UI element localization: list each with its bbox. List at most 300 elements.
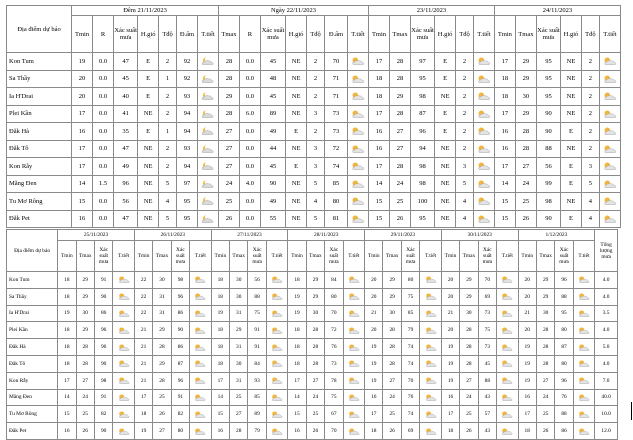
location-name: Kon Tum [7, 272, 58, 289]
night-cloudy-icon [200, 91, 216, 101]
field-header: Xác suất mưa [536, 16, 560, 53]
partly-cloudy-icon [476, 91, 492, 101]
table-cell: 19 [72, 53, 93, 71]
location-name: Đăk Pet [7, 210, 72, 228]
field-header: T.tiết [348, 16, 369, 53]
table-cell: 27 [390, 123, 411, 141]
table-row [7, 53, 621, 71]
table-cell: NE [138, 193, 159, 211]
field-header: Tđộ [307, 16, 325, 53]
table-cell: 56 [248, 272, 266, 289]
table-cell: 88 [248, 288, 266, 305]
table-cell: 27 [218, 158, 239, 176]
table-cell: 28 [515, 123, 536, 141]
table-cell: 29 [153, 355, 171, 372]
table-cell: 3 [307, 140, 325, 158]
location-name: Tu Mơ Rông [7, 193, 72, 211]
location-name: Kon Rẫy [7, 158, 72, 176]
table-cell: 19 [518, 355, 536, 372]
table-cell: 18 [211, 355, 229, 372]
table-cell: 2 [581, 105, 599, 123]
table-cell: 29 [460, 288, 478, 305]
weather-cell [599, 140, 620, 158]
table-cell: NE [561, 88, 582, 106]
table-row [7, 288, 618, 305]
partly-cloudy-icon [270, 393, 284, 402]
table-cell: 20 [518, 288, 536, 305]
table-row [7, 193, 621, 211]
table-cell: 31 [153, 305, 171, 322]
weather-cell [473, 53, 494, 71]
table-cell: 16 [518, 389, 536, 406]
partly-cloudy-icon [424, 427, 438, 436]
table-cell: 28 [390, 105, 411, 123]
table-cell: E [138, 70, 159, 88]
table-cell: 67 [325, 406, 343, 423]
table-cell: 24 [515, 175, 536, 193]
table-cell: 18 [369, 88, 390, 106]
table-cell: 90 [94, 355, 112, 372]
table-row [7, 158, 621, 176]
table-cell: E [286, 158, 307, 176]
table-cell: 56 [114, 193, 138, 211]
field-header: R [239, 16, 260, 53]
table-cell: 96 [171, 288, 189, 305]
table-cell: NE [561, 193, 582, 211]
partly-cloudy-icon [350, 109, 366, 119]
table-cell: 14 [58, 389, 76, 406]
table-cell: 5 [159, 175, 177, 193]
table-cell: 4 [456, 210, 474, 228]
table-cell: 17 [72, 140, 93, 158]
partly-cloudy-icon [270, 275, 284, 284]
table-cell: 76 [555, 389, 573, 406]
partly-cloudy-icon [476, 56, 492, 66]
partly-cloudy-icon [424, 326, 438, 335]
table-cell: 19 [134, 423, 152, 440]
table-cell: 18 [369, 70, 390, 88]
table-cell: 28 [306, 339, 324, 356]
table-cell: 95 [176, 210, 197, 228]
table-cell: NE [286, 105, 307, 123]
partly-cloudy-icon [347, 376, 361, 385]
day-header: Đêm 21/11/2023 [72, 6, 219, 16]
weather-cell [190, 339, 212, 356]
night-cloudy-icon [200, 161, 216, 171]
location-header: Địa điểm dự báo [7, 230, 58, 272]
partly-cloudy-icon [350, 161, 366, 171]
field-header: R [93, 16, 114, 53]
table-cell: 26 [536, 423, 554, 440]
partly-cloudy-icon [500, 410, 514, 419]
location-name: Đăk Pet [7, 423, 58, 440]
table-cell: 45 [260, 88, 285, 106]
field-header: T.tiết [420, 241, 442, 272]
table-cell: 2 [159, 88, 177, 106]
table-cell: 98 [536, 193, 560, 211]
table-cell: NE [138, 140, 159, 158]
table-cell: E [561, 158, 582, 176]
table-cell: 29 [218, 88, 239, 106]
table-cell: 16 [72, 123, 93, 141]
table-cell: 28 [306, 355, 324, 372]
table-cell: 96 [114, 175, 138, 193]
table-cell: 4.0 [239, 175, 260, 193]
table-cell: 27 [153, 423, 171, 440]
field-header: Xác suất mưa [410, 16, 434, 53]
table-cell: 89 [260, 105, 285, 123]
weather-cell [266, 272, 288, 289]
weather-cell [190, 288, 212, 305]
table-cell: 17 [72, 158, 93, 176]
table-cell: 1 [159, 70, 177, 88]
table-cell: 22 [134, 305, 152, 322]
table-row [7, 140, 621, 158]
partly-cloudy-icon [350, 74, 366, 84]
partly-cloudy-icon [476, 214, 492, 224]
partly-cloudy-icon [602, 161, 618, 171]
field-header: Tmax [383, 241, 401, 272]
table-cell: 28 [230, 423, 248, 440]
table-cell: 30 [383, 305, 401, 322]
table-cell: 25 [460, 406, 478, 423]
day-header: 29/11/2023 [365, 230, 442, 241]
table-cell: 17 [494, 158, 515, 176]
table-cell: 0.0 [239, 210, 260, 228]
partly-cloudy-icon [476, 74, 492, 84]
table-cell: 75 [401, 288, 419, 305]
table-cell: 91 [94, 389, 112, 406]
table-cell: 28 [153, 339, 171, 356]
table-cell: 17 [72, 105, 93, 123]
table-cell: 100 [410, 193, 434, 211]
table-cell: 57 [478, 406, 496, 423]
weather-cell [197, 70, 218, 88]
table-cell: 16 [441, 389, 459, 406]
table-cell: 4 [581, 210, 599, 228]
weather-cell [266, 305, 288, 322]
field-header: Tmin [211, 241, 229, 272]
partly-cloudy-icon [577, 427, 591, 436]
table-cell: 2 [159, 158, 177, 176]
weather-cell [497, 372, 519, 389]
field-header: Tmin [494, 16, 515, 53]
partly-cloudy-icon [500, 359, 514, 368]
table-cell: 15 [58, 406, 76, 423]
partly-cloudy-icon [193, 427, 207, 436]
table-cell: 70 [478, 272, 496, 289]
weather-cell [113, 389, 135, 406]
day-header: 25/11/2023 [58, 230, 135, 241]
table-cell: 79 [401, 322, 419, 339]
weather-cell [343, 339, 365, 356]
table-cell: 45 [260, 158, 285, 176]
header-row-fields [7, 241, 618, 272]
weather-cell [420, 355, 442, 372]
table-cell: 17 [441, 406, 459, 423]
table-cell: 30 [515, 88, 536, 106]
table-cell: 29 [390, 88, 411, 106]
partly-cloudy-icon [193, 292, 207, 301]
weather-cell [343, 389, 365, 406]
location-name: Plei Kần [7, 322, 58, 339]
total-rain-cell: 4.0 [595, 272, 618, 289]
table-cell: 70 [325, 423, 343, 440]
weather-cell [113, 372, 135, 389]
table-cell: 22 [134, 272, 152, 289]
table-cell: 43 [478, 423, 496, 440]
partly-cloudy-icon [577, 275, 591, 284]
table-cell: 19 [365, 339, 383, 356]
table-cell: 18 [288, 322, 306, 339]
table-cell: 16 [211, 423, 229, 440]
table-cell: 19 [288, 288, 306, 305]
field-header: Xác suất mưa [248, 241, 266, 272]
table-cell: 19 [441, 339, 459, 356]
day-header: 28/11/2023 [288, 230, 365, 241]
partly-cloudy-icon [577, 343, 591, 352]
table-row [7, 322, 618, 339]
table-cell: 76 [401, 389, 419, 406]
table-cell: 80 [325, 288, 343, 305]
table-cell: 26 [460, 423, 478, 440]
table-cell: 19 [211, 305, 229, 322]
table-cell: 79 [248, 423, 266, 440]
table-cell: E [138, 53, 159, 71]
table-cell: 19 [365, 355, 383, 372]
table-cell: 98 [410, 158, 434, 176]
weather-cell [473, 175, 494, 193]
table-cell: 3 [307, 158, 325, 176]
weather-cell [348, 53, 369, 71]
page-edge-mark [631, 402, 632, 420]
field-header: Xác suất mưa [94, 241, 112, 272]
table-cell: 99 [536, 175, 560, 193]
weather-cell [473, 193, 494, 211]
weather-cell [573, 355, 594, 372]
field-header: Tmin [365, 241, 383, 272]
field-header: H.gió [435, 16, 456, 53]
table-row [7, 88, 621, 106]
partly-cloudy-icon [476, 126, 492, 136]
table-cell: 85 [401, 305, 419, 322]
table-cell: 29 [383, 288, 401, 305]
table-cell: 24 [306, 389, 324, 406]
table-cell: 26 [515, 210, 536, 228]
weather-cell [573, 339, 594, 356]
table-cell: 95 [176, 193, 197, 211]
day-header: 23/11/2023 [369, 6, 495, 16]
table-cell: 27 [230, 406, 248, 423]
table-cell: 20 [365, 288, 383, 305]
table-cell: 0.0 [239, 88, 260, 106]
table-cell: 28 [390, 70, 411, 88]
table-cell: 0.0 [239, 123, 260, 141]
table-cell: 74 [401, 339, 419, 356]
table-cell: 17 [369, 158, 390, 176]
table-row [7, 372, 618, 389]
weather-cell [113, 423, 135, 440]
partly-cloudy-icon [424, 343, 438, 352]
partly-cloudy-icon [270, 326, 284, 335]
weather-cell [573, 272, 594, 289]
table-cell: 2 [307, 53, 325, 71]
table-cell: 75 [478, 322, 496, 339]
table-cell: 18 [288, 272, 306, 289]
weather-cell [113, 288, 135, 305]
table-cell: 91 [248, 339, 266, 356]
table-cell: 28 [536, 355, 554, 372]
weather-cell [190, 322, 212, 339]
table-cell: 18 [288, 339, 306, 356]
table-cell: 27 [218, 140, 239, 158]
table-row [7, 210, 621, 228]
table-cell: 21 [134, 372, 152, 389]
table-cell: 21 [134, 339, 152, 356]
table-cell: 30 [230, 288, 248, 305]
table-row [7, 123, 621, 141]
table-cell: 4 [456, 193, 474, 211]
table-cell: 25 [153, 389, 171, 406]
partly-cloudy-icon [350, 126, 366, 136]
table-cell: 86 [94, 305, 112, 322]
table-cell: 17 [365, 406, 383, 423]
table-cell: 28 [383, 339, 401, 356]
partly-cloudy-icon [347, 393, 361, 402]
night-cloudy-icon [200, 196, 216, 206]
table-cell: 0.0 [93, 70, 114, 88]
weather-cell [190, 305, 212, 322]
table-cell: 2 [307, 123, 325, 141]
table-cell: 15 [72, 193, 93, 211]
partly-cloudy-icon [424, 376, 438, 385]
weather-cell [197, 123, 218, 141]
table-cell: 18 [211, 288, 229, 305]
table-cell: NE [435, 175, 456, 193]
location-name: Măng Đen [7, 389, 58, 406]
table-cell: 93 [176, 140, 197, 158]
weather-cell [420, 272, 442, 289]
day-header: 30/11/2023 [441, 230, 518, 241]
table-cell: NE [286, 140, 307, 158]
total-rain-cell: 10.0 [595, 406, 618, 423]
table-cell: 97 [410, 53, 434, 71]
partly-cloudy-icon [500, 393, 514, 402]
table-row [7, 305, 618, 322]
table-cell: 2 [307, 70, 325, 88]
partly-cloudy-icon [270, 292, 284, 301]
field-header: Tmin [72, 16, 93, 53]
table-cell: 87 [410, 105, 434, 123]
table-cell: 17 [369, 105, 390, 123]
partly-cloudy-icon [350, 91, 366, 101]
partly-cloudy-icon [602, 144, 618, 154]
weather-cell [420, 288, 442, 305]
table-cell: 30 [306, 305, 324, 322]
table-cell: 73 [324, 105, 347, 123]
table-cell: 18 [288, 355, 306, 372]
night-cloudy-icon [200, 179, 216, 189]
day-header: 24/11/2023 [494, 6, 620, 16]
table-cell: 24 [383, 389, 401, 406]
weather-cell [190, 406, 212, 423]
table-cell: 73 [478, 305, 496, 322]
table-cell: 2 [456, 140, 474, 158]
weather-cell [473, 88, 494, 106]
table-cell: 2 [456, 123, 474, 141]
weather-cell [266, 355, 288, 372]
header-row-days [7, 6, 621, 16]
table-cell: 47 [114, 210, 138, 228]
table-cell: 44 [260, 140, 285, 158]
table-cell: 72 [324, 140, 347, 158]
table-cell: 47 [114, 53, 138, 71]
weather-cell [573, 423, 594, 440]
partly-cloudy-icon [577, 393, 591, 402]
weather-cell [348, 140, 369, 158]
table-cell: 87 [555, 339, 573, 356]
table-cell: 2 [456, 105, 474, 123]
table-cell: 19 [58, 305, 76, 322]
table-cell: 80 [324, 193, 347, 211]
weather-cell [497, 339, 519, 356]
partly-cloudy-icon [602, 214, 618, 224]
table-cell: 26 [383, 423, 401, 440]
table-cell: 2 [581, 140, 599, 158]
field-header: Tmin [288, 241, 306, 272]
total-rain-cell: 7.0 [595, 372, 618, 389]
table-cell: 15 [369, 193, 390, 211]
weather-cell [197, 210, 218, 228]
partly-cloudy-icon [500, 427, 514, 436]
table-cell: 88 [536, 140, 560, 158]
table-cell: 18 [134, 406, 152, 423]
table-row [7, 175, 621, 193]
day-header: Ngày 22/11/2023 [218, 6, 368, 16]
table-cell: 14 [369, 175, 390, 193]
table-cell: 70 [325, 305, 343, 322]
weather-cell [343, 406, 365, 423]
location-name: Kon Tum [7, 53, 72, 71]
field-header: Tmin [441, 241, 459, 272]
weather-cell [473, 123, 494, 141]
table-cell: 27 [306, 372, 324, 389]
table-cell: 28 [383, 355, 401, 372]
table-cell: 98 [171, 272, 189, 289]
weather-cell [348, 88, 369, 106]
table-cell: 97 [176, 175, 197, 193]
weather-cell [573, 305, 594, 322]
table-cell: 73 [324, 123, 347, 141]
night-cloudy-icon [200, 109, 216, 119]
partly-cloudy-icon [117, 343, 131, 352]
table-cell: 15 [211, 406, 229, 423]
partly-cloudy-icon [193, 309, 207, 318]
table-cell: NE [435, 210, 456, 228]
weather-cell [420, 322, 442, 339]
field-header: Tmin [58, 241, 76, 272]
night-cloudy-icon [200, 56, 216, 66]
weather-cell [573, 288, 594, 305]
table-cell: 24 [536, 389, 554, 406]
table-cell: 20 [72, 88, 93, 106]
table-cell: 40 [114, 88, 138, 106]
table-cell: 18 [58, 339, 76, 356]
weather-cell [473, 70, 494, 88]
table-cell: 45 [260, 53, 285, 71]
partly-cloudy-icon [117, 393, 131, 402]
table-cell: 20 [518, 272, 536, 289]
